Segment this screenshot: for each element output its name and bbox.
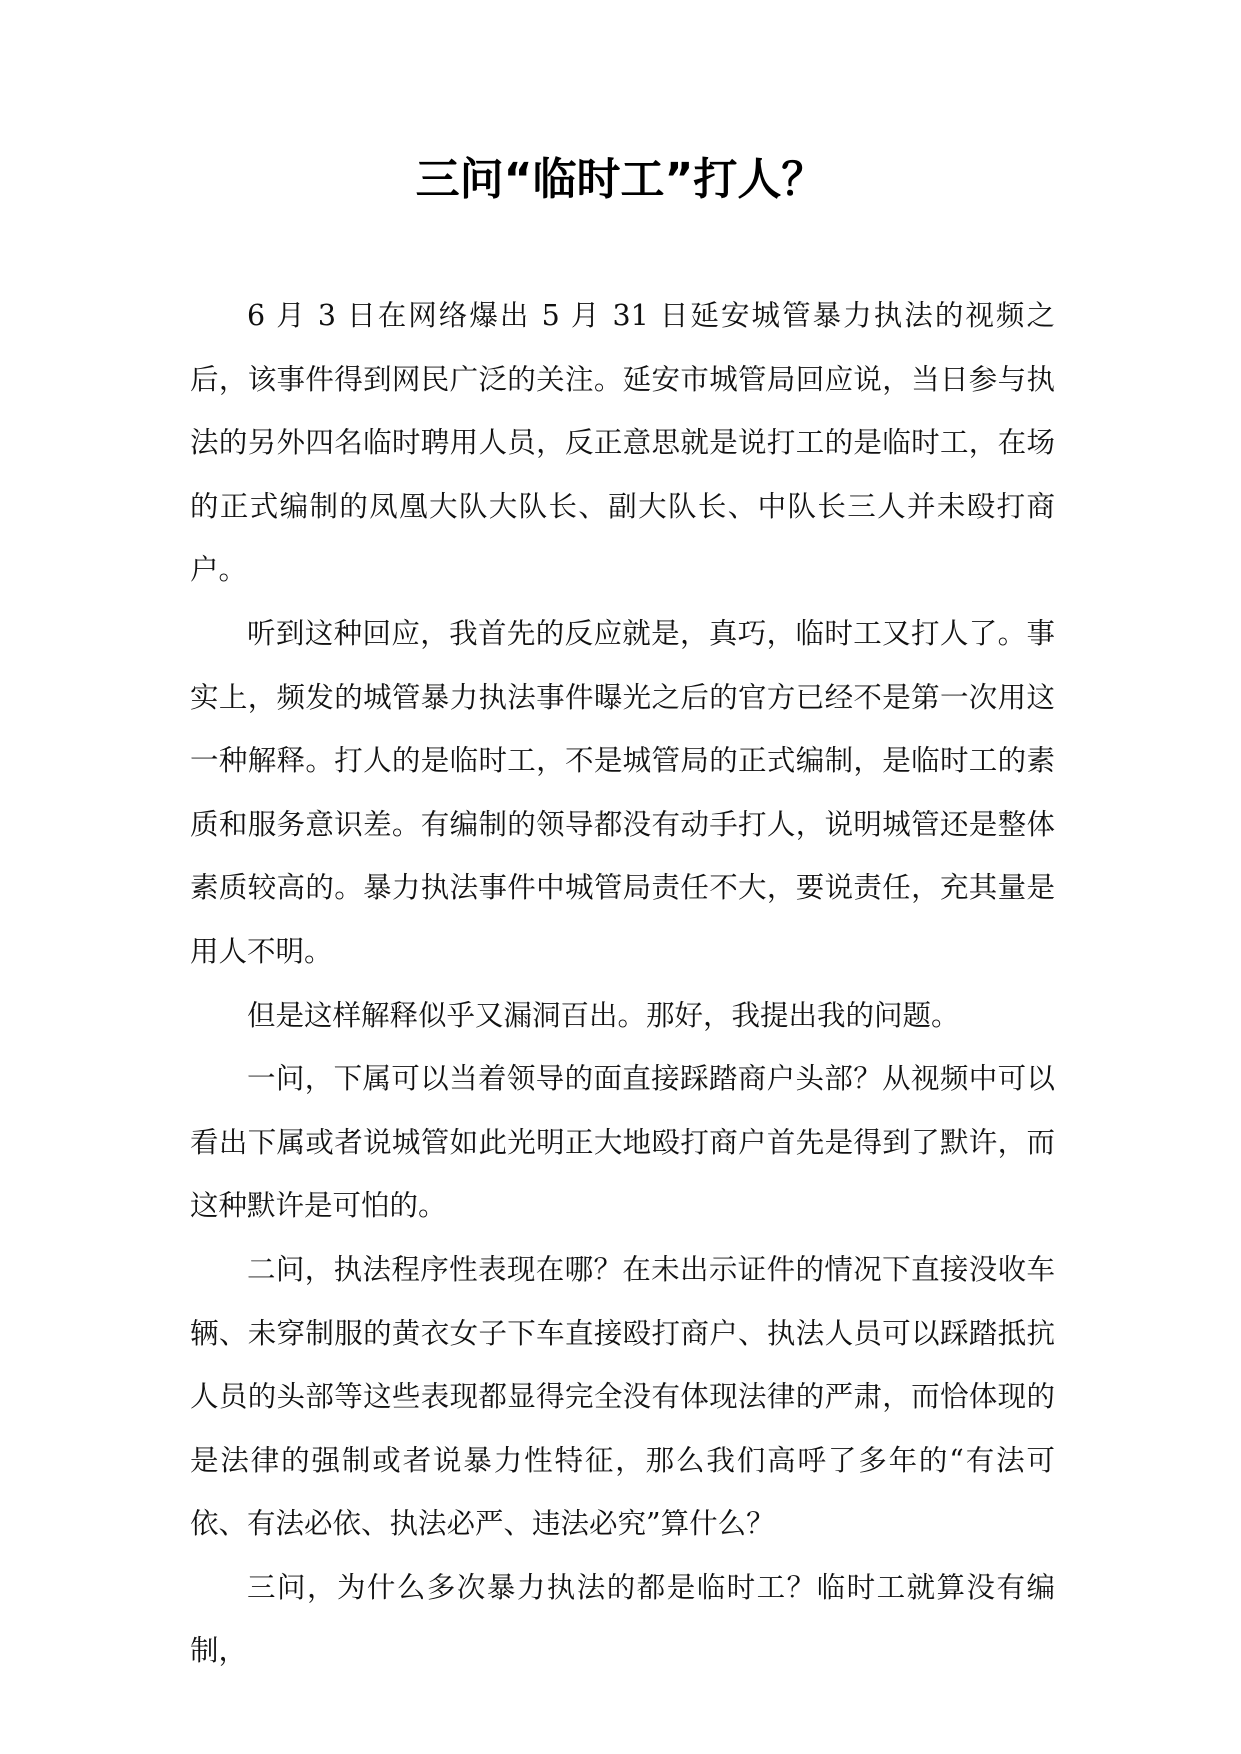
article-body [190, 284, 1055, 1683]
paragraph-4: 一问，下属可以当着领导的面直接踩踏商户头部？从视频中可以看出下属或者说城管如此光明正大地殴打商户首先是得到了默许，而这种默许是可怕的。 [190, 1062, 1055, 1223]
paragraph-6: 三问，为什么多次暴力执法的都是临时工？临时工就算没有编制， [190, 1570, 1055, 1668]
paragraph-5: 二问，执法程序性表现在哪？在未出示证件的情况下直接没收车辆、未穿制服的黄衣女子下车直接殴打商户、执法人员可以踩踏抵抗人员的头部等这些表现都显得完全没有体现法律的严肃，而恰体现的是法律的强制或者说暴力性特征，那么我们高呼了多年的“有法可依、有法必依、执法必严、违法必究”算什么？ [190, 1252, 1055, 1541]
paragraph-2: 听到这种回应，我首先的反应就是，真巧，临时工又打人了。事实上，频发的城管暴力执法事件曝光之后的官方已经不是第一次用这一种解释。打人的是临时工，不是城管局的正式编制，是临时工的素质和服务意识差。有编制的领导都没有动手打人，说明城管还是整体素质较高的。暴力执法事件中城管局责任不大，要说责任，充其量是用人不明。 [190, 616, 1055, 968]
paragraph-3: 但是这样解释似乎又漏洞百出。那好，我提出我的问题。 [247, 998, 960, 1032]
paragraph-1: 6 月 3 日在网络爆出 5 月 31 日延安城管暴力执法的视频之后，该事件得到网民广泛的关注。延安市城管局回应说，当日参与执法的另外四名临时聘用人员，反正意思就是说打工的是临时工，在场的正式编制的凤凰大队大队长、副大队长、中队长三人并未殴打商户。 [190, 299, 1055, 587]
page-title: 三问“临时工”打人？ [415, 154, 826, 205]
